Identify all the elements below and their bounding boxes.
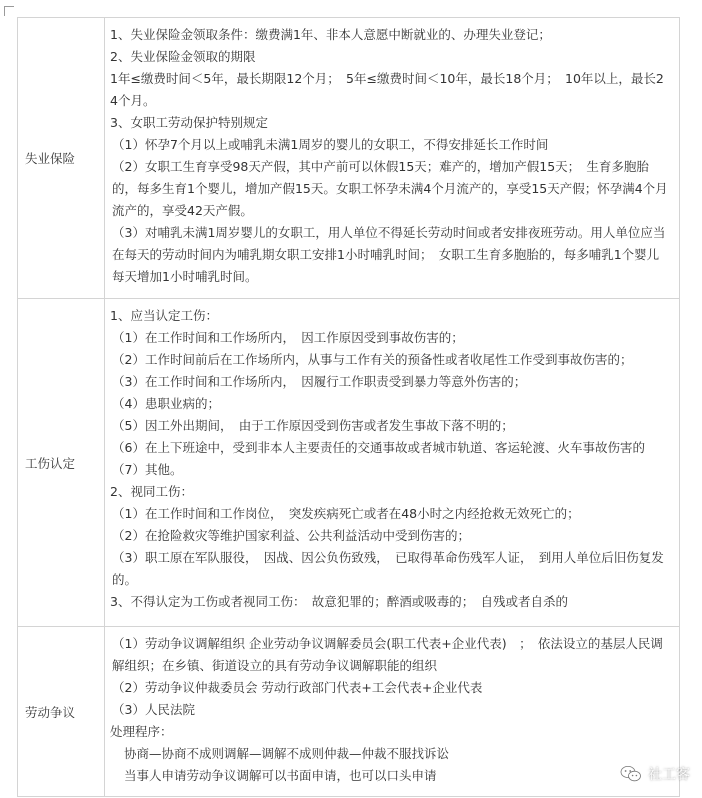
content-line: （2）在抢险救灾等维护国家利益、公共利益活动中受到伤害的； <box>112 528 470 543</box>
content-line: （1）怀孕7个月以上或哺乳未满1周岁的婴儿的女职工，不得安排延长工作时间 <box>112 137 549 152</box>
section-label: 工伤认定 <box>18 299 105 627</box>
content-line: （3）对哺乳未满1周岁婴儿的女职工，用人单位不得延长劳动时间或者安排夜班劳动。用人单位应当在每天的劳动时间内为哺乳期女职工安排1小时哺乳时间； 女职工生育多胞胎的，每多哺乳1个婴儿每天增加1小时哺乳时间。 <box>112 225 666 284</box>
corner-mark <box>4 6 14 16</box>
content-line: （2）工作时间前后在工作场所内，从事与工作有关的预备性或者收尾性工作受到事故伤害的； <box>112 352 633 367</box>
table-row <box>18 299 680 627</box>
section-content <box>105 627 680 797</box>
content-line: 处理程序： <box>110 724 173 739</box>
section-content <box>105 18 680 299</box>
content-line: 协商—协商不成则调解—调解不成则仲裁—仲裁不服找诉讼 <box>124 746 450 761</box>
table-row <box>18 627 680 797</box>
section-label: 劳动争议 <box>18 627 105 797</box>
content-line: 1年≤缴费时间＜5年，最长期限12个月； 5年≤缴费时间＜10年，最长18个月； 10年以上，最长24个月。 <box>110 71 664 108</box>
content-line: （2）女职工生育享受98天产假，其中产前可以休假15天；难产的，增加产假15天； 生育多胞胎的，每多生育1个婴儿，增加产假15天。女职工怀孕未满4个月流产的，享受15天产假；怀孕满4个月流产的，享受42天产假。 <box>112 159 668 218</box>
content-line: 2、失业保险金领取的期限 <box>110 49 256 64</box>
section-content <box>105 299 680 627</box>
content-line: （3）人民法院 <box>112 702 195 717</box>
content-line: （5）因工外出期间， 由于工作原因受到伤害或者发生事故下落不明的； <box>112 418 514 433</box>
content-line: 1、失业保险金领取条件：缴费满1年、非本人意愿中断就业的、办理失业登记； <box>110 27 551 42</box>
content-line: （1）劳动争议调解组织 企业劳动争议调解委员会(职工代表+企业代表) ； 依法设立的基层人民调解组织；在乡镇、街道设立的具有劳动争议调解职能的组织 <box>112 636 663 673</box>
wechat-icon <box>620 765 642 783</box>
content-line: 2、视同工伤： <box>110 484 193 499</box>
policy-table <box>17 17 680 797</box>
content-line: （6）在上下班途中，受到非本人主要责任的交通事故或者城市轨道、客运轮渡、火车事故伤害的 <box>112 440 645 455</box>
content-line: （1）在工作时间和工作场所内， 因工作原因受到事故伤害的； <box>112 330 464 345</box>
content-line: （2）劳动争议仲裁委员会 劳动行政部门代表+工会代表+企业代表 <box>112 680 483 695</box>
content-line: 1、应当认定工伤： <box>110 308 218 323</box>
table-row <box>18 18 680 299</box>
content-line: 3、不得认定为工伤或者视同工伤： 故意犯罪的；醉酒或吸毒的； 自残或者自杀的 <box>110 594 568 609</box>
watermark <box>620 764 690 784</box>
content-line: （1）在工作时间和工作岗位， 突发疾病死亡或者在48小时之内经抢救无效死亡的； <box>112 506 580 521</box>
content-line: （3）职工原在军队服役， 因战、因公负伤致残， 已取得革命伤残军人证， 到用人单位后旧伤复发的。 <box>112 550 664 587</box>
content-line: （4）患职业病的； <box>112 396 220 411</box>
content-line: （3）在工作时间和工作场所内， 因履行工作职责受到暴力等意外伤害的； <box>112 374 527 389</box>
section-label: 失业保险 <box>18 18 105 299</box>
content-line: （7）其他。 <box>112 462 183 477</box>
content-line: 当事人申请劳动争议调解可以书面申请，也可以口头申请 <box>124 768 437 783</box>
content-line: 3、女职工劳动保护特别规定 <box>110 115 268 130</box>
watermark-text: 社工客 <box>648 767 690 783</box>
